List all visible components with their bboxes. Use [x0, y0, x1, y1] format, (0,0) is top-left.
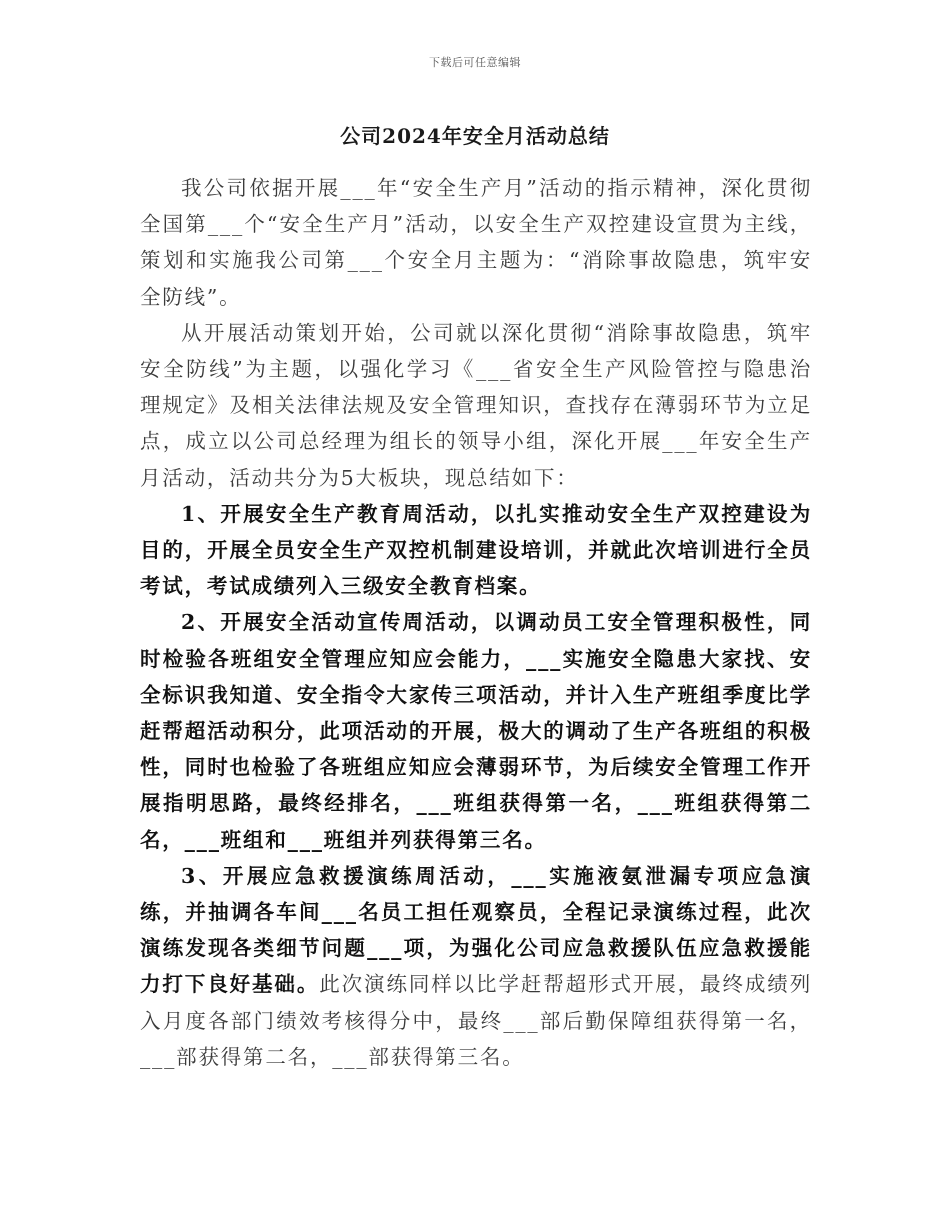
paragraph-bold-text: 2、开展安全活动宣传周活动，以调动员工安全管理积极性，同时检验各班组安全管理应知应会能力，___实施安全隐患大家找、安全标识我知道、安全指令大家传三项活动，并计入生产班组季度比学赶帮超活动积分，此项活动的开展，极大的调动了生产各班组的积极性，同时也检验了各班组应知应会薄弱环节，为后续安全管理工作开展指明思路，最终经排名，___班组获得第一名，___班组获得第二名，___班组和___班组并列获得第三名。	[140, 610, 812, 852]
header-note: 下载后可任意编辑	[429, 56, 521, 69]
paragraph-item-1	[140, 496, 812, 605]
paragraph-bold-text: 1、开展安全生产教育周活动，以扎实推动安全生产双控建设为目的，开展全员安全生产双控机制建设培训，并就此次培训进行全员考试，考试成绩列入三级安全教育档案。	[140, 501, 812, 599]
paragraph-item-3	[140, 858, 812, 1075]
paragraph-overview	[140, 315, 812, 496]
document-body	[140, 170, 812, 1075]
paragraph-item-2	[140, 604, 812, 857]
paragraph-bold-text: 3、开展应急救援演练周活动，___实施液氨泄漏专项应急演练，并抽调各车间___名员工担任观察员，全程记录演练过程，此次演练发现各类细节问题___项，为强化公司应急救援队伍应急救援能力打下良好基础。	[140, 863, 812, 997]
paragraph-text: 从开展活动策划开始，公司就以深化贯彻“消除事故隐患，筑牢安全防线”为主题，以强化学习《___省安全生产风险管控与隐患治理规定》及相关法律法规及安全管理知识，查找存在薄弱环节为立足点，成立以公司总经理为组长的领导小组，深化开展___年安全生产月活动，活动共分为5大板块，现总结如下：	[140, 320, 812, 490]
paragraph-intro	[140, 170, 812, 315]
paragraph-text: 此次演练同样以比学赶帮超形式开展，最终成绩列入月度各部门绩效考核得分中，最终___部后勤保障组获得第一名，___部获得第二名，___部获得第三名。	[140, 972, 812, 1069]
document-title: 公司2024年安全月活动总结	[340, 124, 610, 148]
paragraph-text: 我公司依据开展___年“安全生产月”活动的指示精神，深化贯彻全国第___个“安全生产月”活动，以安全生产双控建设宣贯为主线，策划和实施我公司第___个安全月主题为：“消除事故隐患，筑牢安全防线”。	[140, 176, 812, 309]
